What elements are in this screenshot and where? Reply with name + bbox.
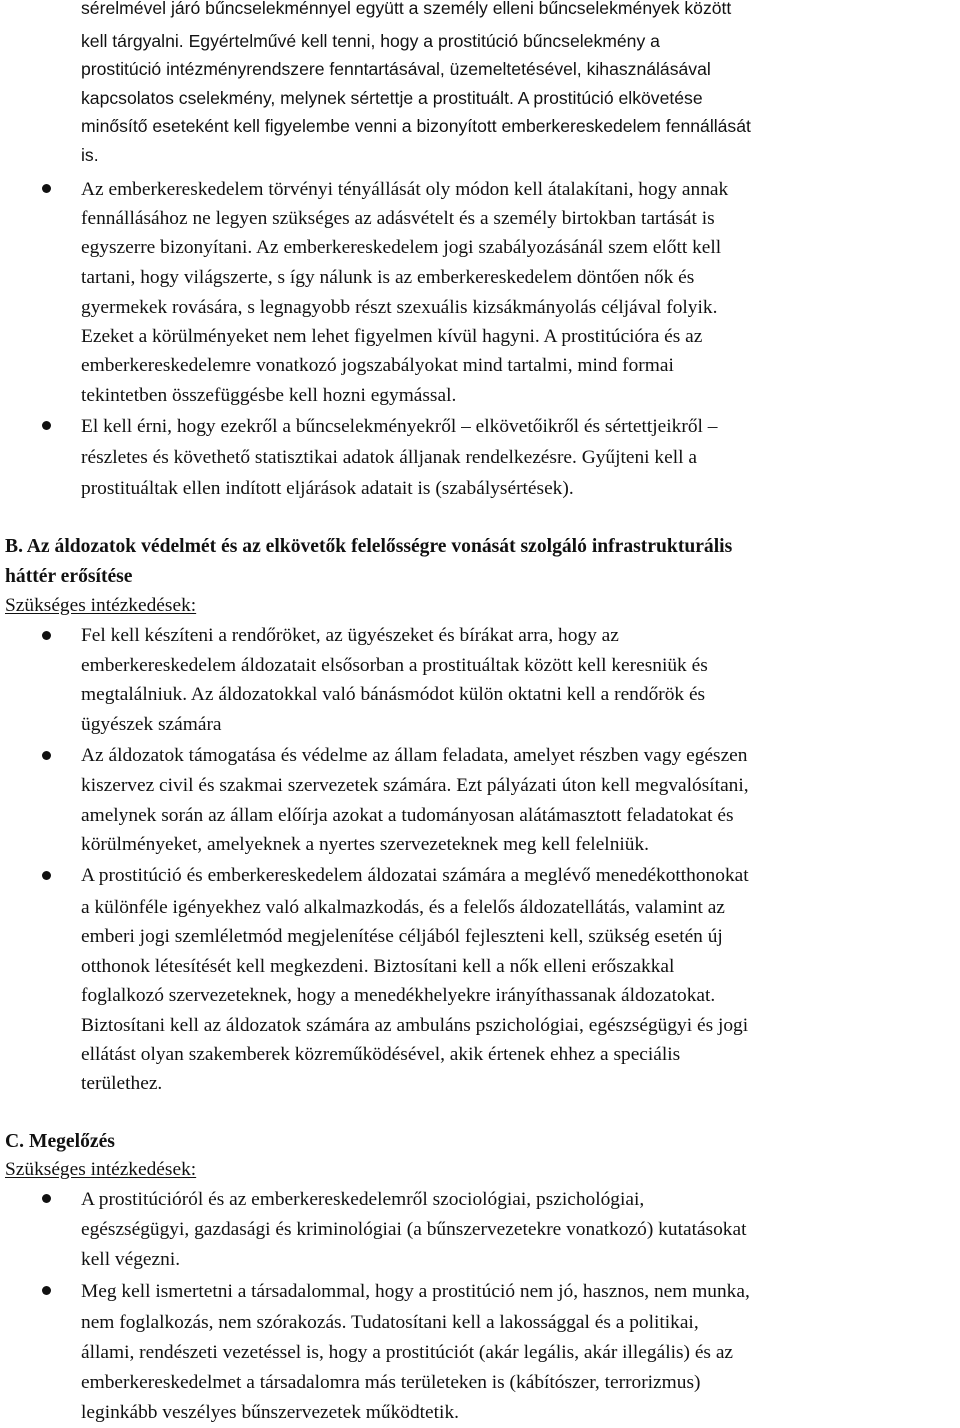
section-subheading: Szükséges intézkedések: — [5, 1159, 197, 1180]
list-item-line: részletes és követhető statisztikai adatok álljanak rendelkezésre. Gyűjteni kell a — [81, 447, 697, 468]
list-item-line: nem foglalkozás, nem szórakozás. Tudatosítani kell a lakossággal és a politikai, — [81, 1312, 699, 1333]
list-item-line: Biztosítani kell az áldozatok számára az ambuláns pszichológiai, egészségügyi és jogi — [81, 1015, 749, 1036]
list-item-line: Meg kell ismertetni a társadalommal, hogy a prostitúció nem jó, hasznos, nem munka, — [81, 1281, 750, 1302]
list-item-line: El kell érni, hogy ezekről a bűncselekményekről – elkövetőikről és sértettjeikről – — [81, 416, 718, 437]
list-item-line: Ezeket a körülményeket nem lehet figyelmen kívül hagyni. A prostitúcióra és az — [81, 326, 703, 347]
bullet-dot — [42, 871, 51, 880]
intro-line-5: minősítő eseteként kell figyelembe venni a bizonyított emberkereskedelem fennállását — [81, 116, 751, 136]
list-item-line: A prostitúcióról és az emberkereskedelemről szociológiai, pszichológiai, — [81, 1189, 645, 1210]
bullet-dot — [42, 1286, 51, 1295]
intro-line-4: kapcsolatos cselekmény, melynek sértettje a prostituált. A prostitúció elkövetése — [81, 88, 703, 108]
list-item-line: emberkereskedelem áldozatait elsősorban a prostituáltak között kell keresniük és — [81, 655, 708, 676]
list-item-line: A prostitúció és emberkereskedelem áldozatai számára a meglévő menedékotthonokat — [81, 865, 749, 886]
bullet-dot — [42, 751, 51, 760]
list-item-line: emberkereskedelemre vonatkozó jogszabályokat mind tartalmi, mind formai — [81, 355, 674, 376]
list-item-line: egyszerre bizonyítani. Az emberkereskedelem jogi szabályozásánál szem előtt kell — [81, 237, 722, 258]
intro-line-3: prostitúció intézményrendszere fenntartásával, üzemeltetésével, kihasználásával — [81, 59, 711, 79]
list-item-line: megtalálniuk. Az áldozatokkal való bánásmódot külön oktatni kell a rendőrök és — [81, 684, 706, 705]
list-item-line: emberi jogi szemléletmód megjelenítése céljából fejleszteni kell, szükség esetén új — [81, 926, 723, 947]
section-heading: B. Az áldozatok védelmét és az elkövetők felelősségre vonását szolgáló infrastrukturális — [5, 536, 733, 557]
list-item-line: prostituáltak ellen indított eljárások adatait is (szabálysértések). — [81, 478, 574, 499]
section-heading: C. Megelőzés — [5, 1131, 115, 1152]
list-item-line: foglalkozó szervezeteknek, hogy a menedékhelyekre irányíthassanak áldozatokat. — [81, 985, 716, 1006]
list-item-line: leginkább veszélyes bűnszervezetek működtetik. — [81, 1402, 459, 1423]
list-item-line: emberkereskedelmet a társadalomra más területeken is (kábítószer, terrorizmus) — [81, 1372, 701, 1393]
section-heading: háttér erősítése — [5, 566, 133, 587]
section-subheading: Szükséges intézkedések: — [5, 595, 197, 616]
list-item-line: területhez. — [81, 1073, 163, 1094]
list-item-line: körülményeket, amelyeknek a nyertes szervezeteknek meg kell felelniük. — [81, 834, 650, 855]
list-item-line: tartani, hogy világszerte, s így nálunk is az emberkereskedelem döntően nők és — [81, 267, 695, 288]
list-item-line: Fel kell készíteni a rendőröket, az ügyészeket és bírákat arra, hogy az — [81, 625, 619, 646]
list-item-line: Az emberkereskedelem törvényi tényállását oly módon kell átalakítani, hogy annak — [81, 179, 729, 200]
intro-line-6: is. — [81, 145, 99, 165]
list-item-line: tekintetben összefüggésbe kell hozni egymással. — [81, 385, 457, 406]
intro-line-2: kell tárgyalni. Egyértelművé kell tenni, hogy a prostitúció bűncselekmény a — [81, 31, 660, 51]
list-item-line: kiszervez civil és szakmai szervezetek számára. Ezt pályázati úton kell megvalósítani, — [81, 775, 749, 796]
bullet-dot — [42, 1194, 51, 1203]
list-item-line: fennállásához ne legyen szükséges az adásvételt és a személy birtokban tartását is — [81, 208, 715, 229]
list-item-line: kell végezni. — [81, 1249, 181, 1270]
list-item-line: a különféle igényekhez való alkalmazkodás, és a felelős áldozatellátás, valamint az — [81, 897, 725, 918]
list-item-line: állami, rendészeti vezetéssel is, hogy a prostitúciót (akár legális, akár illegális) és az — [81, 1342, 734, 1363]
list-item-line: ellátást olyan szakemberek közreműködésével, akik értenek ehhez a speciális — [81, 1044, 681, 1065]
list-item-line: ügyészek számára — [81, 714, 222, 735]
list-item-line: Az áldozatok támogatása és védelme az állam feladata, amelyet részben vagy egészen — [81, 745, 748, 766]
bullet-dot — [42, 184, 51, 193]
list-item-line: gyermekek rovására, s legnagyobb részt szexuális kizsákmányolás céljával folyik. — [81, 297, 718, 318]
intro-line-1: sérelmével járó bűncselekménnyel együtt a személy elleni bűncselekmények között — [81, 0, 732, 18]
list-item-line: amelynek során az állam előírja azokat a tudományosan alátámasztott feladatokat és — [81, 805, 734, 826]
list-item-line: egészségügyi, gazdasági és kriminológiai (a bűnszervezetekre vonatkozó) kutatásokat — [81, 1219, 747, 1240]
list-item-line: otthonok létesítését kell megkezdeni. Biztosítani kell a nők elleni erőszakkal — [81, 956, 675, 977]
bullet-dot — [42, 421, 51, 430]
bullet-dot — [42, 631, 51, 640]
